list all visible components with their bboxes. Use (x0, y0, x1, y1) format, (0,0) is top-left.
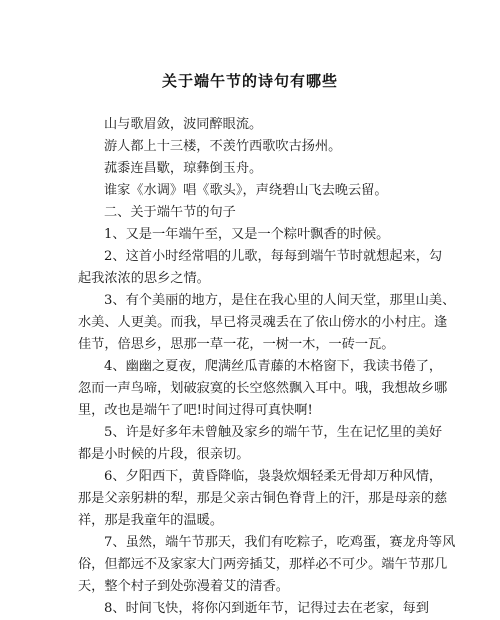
document-title: 关于端午节的诗句有哪些 (161, 72, 338, 90)
text-line: 忽而一声鸟啼，划破寂寞的长空悠然飘入耳中。哦，我想故乡哪 (78, 381, 448, 396)
document-body (78, 114, 456, 620)
text-line: 山与歌眉敛，波同醉眼流。 (104, 117, 263, 132)
text-line: 都是小时候的片段，很亲切。 (78, 447, 250, 462)
text-line: 4、幽幽之夏夜，爬满丝瓜青藤的木格窗下，我读书倦了， (104, 359, 443, 374)
text-line: 佳节，倍思乡，思那一草一花，一树一木，一砖一瓦。 (78, 337, 395, 352)
text-line: 水美、人更美。而我，早已将灵魂丢在了依山傍水的小村庄。逢 (78, 315, 448, 330)
text-line: 俗，但都远不及家家大门两旁插艾，那样必不可少。端午节那几 (78, 557, 448, 572)
text-line: 祥，那是我童年的温暖。 (78, 513, 224, 528)
text-line: 6、夕阳西下，黄昏降临，袅袅炊烟轻柔无骨却万种风情， (104, 469, 443, 484)
text-line: 天，整个村子到处弥漫着艾的清香。 (78, 579, 289, 594)
text-line: 2、这首小时经常唱的儿歌，每每到端午节时就想起来，勾 (104, 249, 443, 264)
text-line: 里，改也是端午了吧!时间过得可真快啊! (78, 403, 313, 418)
text-line: 3、有个美丽的地方，是住在我心里的人间天堂，那里山美、 (104, 293, 456, 308)
text-line: 起我浓浓的思乡之情。 (78, 271, 210, 286)
text-line: 1、又是一年端午至，又是一个粽叶飘香的时候。 (104, 227, 390, 242)
text-line: 菰黍连昌歜，琼彝倒玉舟。 (104, 161, 263, 176)
text-line: 5、许是好多年未曾触及家乡的端午节，生在记忆里的美好 (104, 425, 443, 440)
text-line: 谁家《水调》唱《歌头》，声绕碧山飞去晚云留。 (104, 183, 388, 198)
text-line: 7、虽然，端午节那天，我们有吃粽子，吃鸡蛋，赛龙舟等风 (104, 535, 456, 550)
text-line: 游人都上十三楼，不羡竹西歌吹古扬州。 (104, 139, 342, 154)
text-line: 那是父亲躬耕的犁，那是父亲古铜色脊背上的汗，那是母亲的慈 (78, 491, 448, 506)
text-line: 8、时间飞快，将你闪到逝年节，记得过去在老家，每到 (104, 601, 429, 616)
section-heading: 二、关于端午节的句子 (104, 205, 236, 220)
